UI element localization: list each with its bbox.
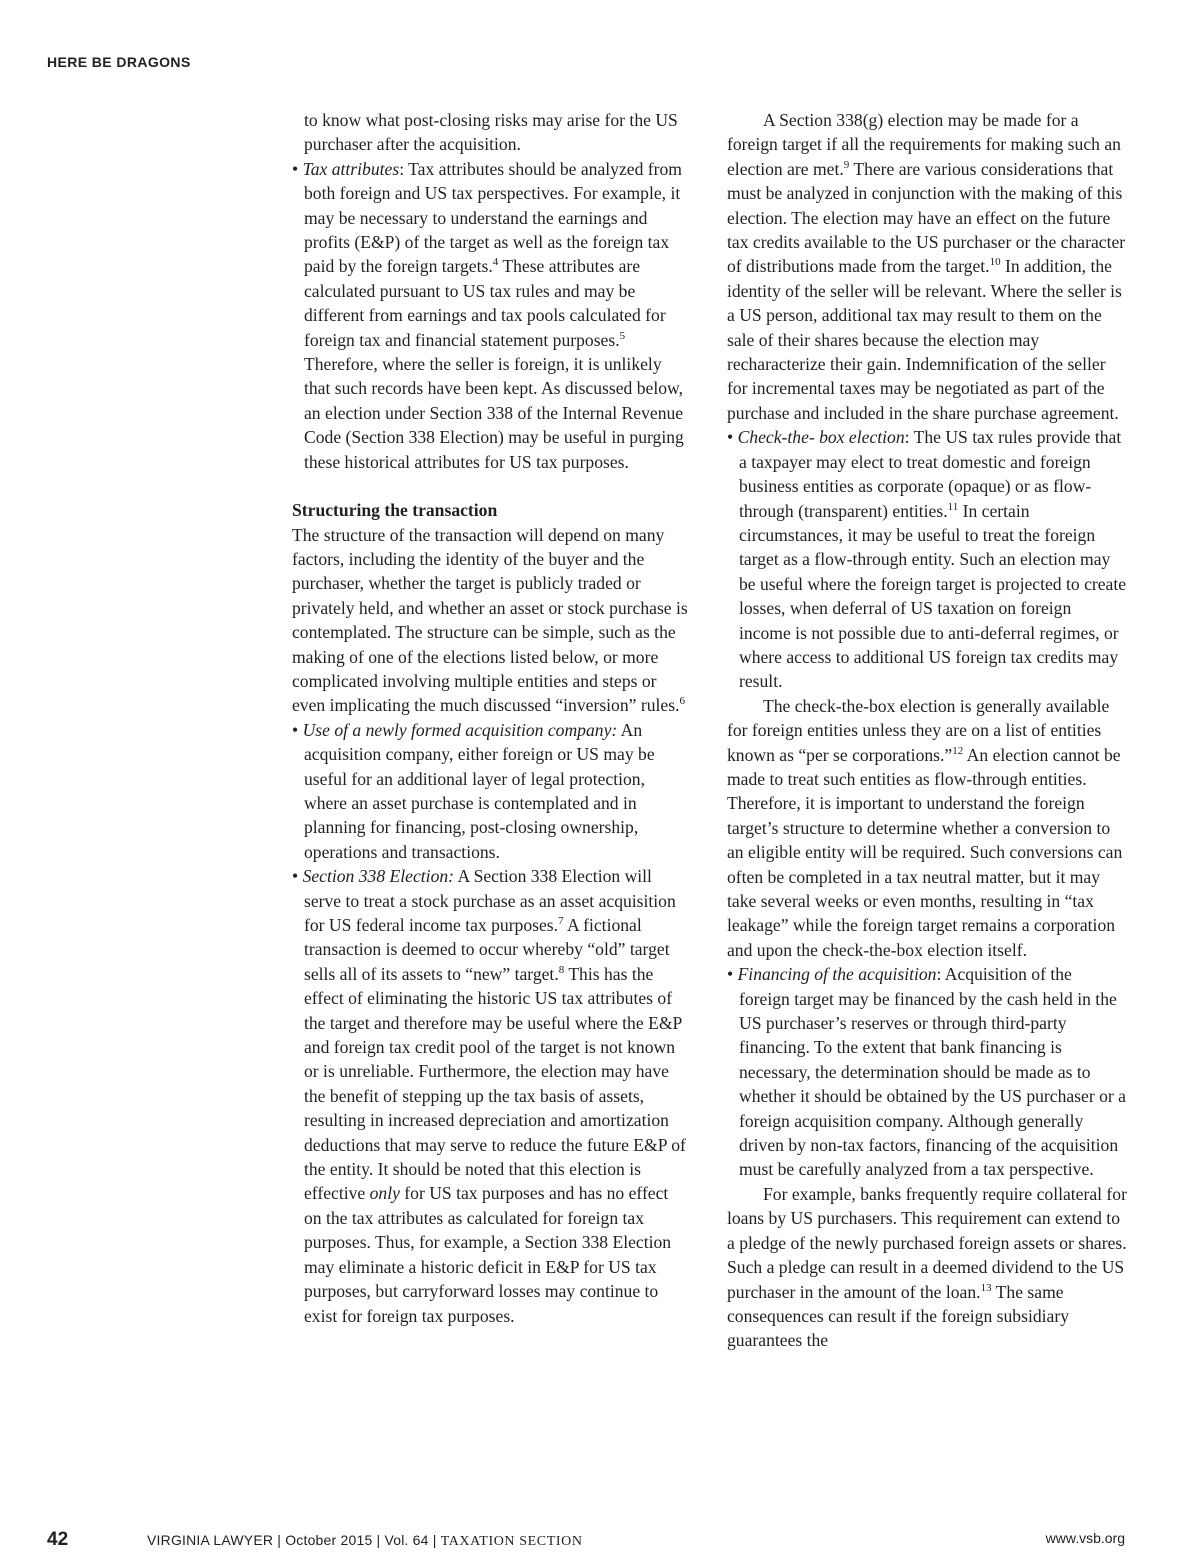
footnote-ref-10[interactable]: 10 bbox=[989, 256, 1001, 269]
website-link[interactable]: www.vsb.org bbox=[1045, 1530, 1125, 1546]
footnote-ref-11[interactable]: 11 bbox=[947, 500, 959, 513]
footnote-ref-4[interactable]: 4 bbox=[492, 256, 499, 269]
paragraph-check-the-box: The check-the-box election is generally available for foreign entities unless they are on a list of entities known as “per se corporations.”$^{12}$ An election cannot be made to treat such entities as flow-through entities. Therefore, it is important to understand the foreign target’s structure to determine whether a conversion to an eligible entity will be required. Such conversions can often be completed in a tax neutral matter, but it may take several weeks or even months, resulting in “tax leakage” while the foreign target remains a corporation and upon the check-the-box election itself. bbox=[727, 695, 1123, 960]
footnote-ref-5[interactable]: 5 bbox=[619, 329, 626, 342]
footnote-ref-7[interactable]: 7 bbox=[558, 915, 564, 927]
bullet-check-the-box: • Check-the- box election: The US tax rules provide that a taxpayer may elect to treat domestic and foreign business entities as corporate (opaque) or as flow-through (transparent) entities.$^{11}$ In certain circumstances, it may be useful to treat the foreign target as a flow-through entity. Such an election may be useful where the foreign target is projected to create losses, when deferral of US taxation on foreign income is not possible due to anti-deferral regimes, or where access to additional US foreign tax credits may result. bbox=[727, 427, 1127, 692]
footnote-ref-12[interactable]: 12 bbox=[952, 744, 964, 757]
bullet-tax-attributes: • Tax attributes: Tax attributes should be analyzed from both foreign and US tax perspectives. For example, it may be necessary to understand the earnings and profits (E&P) of the target as well as the foreign tax paid by the foreign targets.$^4$ These attributes are calculated pursuant to US tax rules and may be different from earnings and tax pools calculated for foreign tax and financial statement purposes.$^5$ Therefore, where the seller is foreign, it is unlikely that such records have been kept. As discussed below, an election under Section 338 of the Internal Revenue Code (Section 338 Election) may be useful in purging these historical attributes for US tax purposes. bbox=[292, 158, 684, 472]
right-column bbox=[727, 108, 1127, 1353]
paragraph-continued: to know what post-closing risks may arise for the US purchaser after the acquisition. bbox=[304, 110, 678, 155]
bullet-section-338: • Section 338 Election: A Section 338 Election will serve to treat a stock purchase as an asset acquisition for US federal income tax purposes.$^7$ A fictional transaction is deemed to occur whereby “old” target sells all of its assets to “new” target.$^8$ This has the effect of eliminating the historic US tax attributes of the target and therefore may be useful where the E&P and foreign tax credit pool of the target is not known or is unreliable. Furthermore, the election may have the benefit of stepping up the tax basis of assets, resulting in increased depreciation and amortization deductions that may serve to reduce the future E&P of the entity. It should be noted that this election is effective only for US tax purposes and has no effect on the tax attributes as calculated for foreign tax purposes. Thus, for example, a Section 338 Election may eliminate a historic deficit in E&P for US tax purposes, but carryforward losses may continue to exist for foreign tax purposes. bbox=[292, 866, 686, 1326]
section-name: TAXATION SECTION bbox=[440, 1534, 583, 1549]
left-column bbox=[292, 108, 690, 1328]
paragraph-338g: A Section 338(g) election may be made for a foreign target if all the requirements for making such an election are met.$^9$ There are various considerations that must be analyzed in conjunction with the making of this election. The election may have an effect on the future tax credits available to the US purchaser or the character of distributions made from the target.$^{10}$ In addition, the identity of the seller will be relevant. Where the seller is a US person, additional tax may result to them on the sale of their shares because the election may recharacterize their gain. Indemnification of the seller for incremental taxes may be negotiated as part of the purchase and included in the share purchase agreement. bbox=[727, 110, 1126, 423]
page-number: 42 bbox=[47, 1529, 69, 1550]
footnote-ref-9[interactable]: 9 bbox=[843, 158, 850, 171]
bullet-acquisition-company: • Use of a newly formed acquisition company: An acquisition company, either foreign or US may be useful for an additional layer of legal protection, where an asset purchase is contemplated and in planning for financing, post-closing ownership, operations and transactions. bbox=[292, 719, 655, 862]
footnote-ref-8[interactable]: 8 bbox=[558, 963, 565, 976]
paragraph-collateral: For example, banks frequently require collateral for loans by US purchasers. This requirement can extend to a pledge of the newly purchased foreign assets or shares. Such a pledge can result in a deemed dividend to the US purchaser in the amount of the loan.$^{13}$ The same consequences can result if the foreign subsidiary guarantees the bbox=[727, 1183, 1127, 1351]
publication-info: VIRGINIA LAWYER | October 2015 | Vol. 64 | TAXATION SECTION bbox=[147, 1532, 583, 1549]
running-head: HERE BE DRAGONS bbox=[47, 54, 191, 70]
footnote-ref-13[interactable]: 13 bbox=[980, 1281, 992, 1294]
section-heading: Structuring the transaction bbox=[292, 500, 498, 521]
footnote-ref-6[interactable]: 6 bbox=[679, 695, 685, 708]
bullet-financing: • Financing of the acquisition: Acquisition of the foreign target may be financed by the cash held in the US purchaser’s reserves or through third-party financing. To the extent that bank financing is necessary, the determination should be made as to whether it should be obtained by the US purchaser or a foreign acquisition company. Although generally driven by non-tax factors, financing of the acquisition must be carefully analyzed from a tax perspective. bbox=[727, 964, 1126, 1180]
paragraph-structuring: The structure of the transaction will depend on many factors, including the identity of the buyer and the purchaser, whether the target is publicly traded or privately held, and whether an asset or stock purchase is contemplated. The structure can be simple, such as the making of one of the elections listed below, or more complicated involving multiple entities and steps or even implicating the much discussed “inversion” rules.$^6$ bbox=[292, 524, 688, 716]
